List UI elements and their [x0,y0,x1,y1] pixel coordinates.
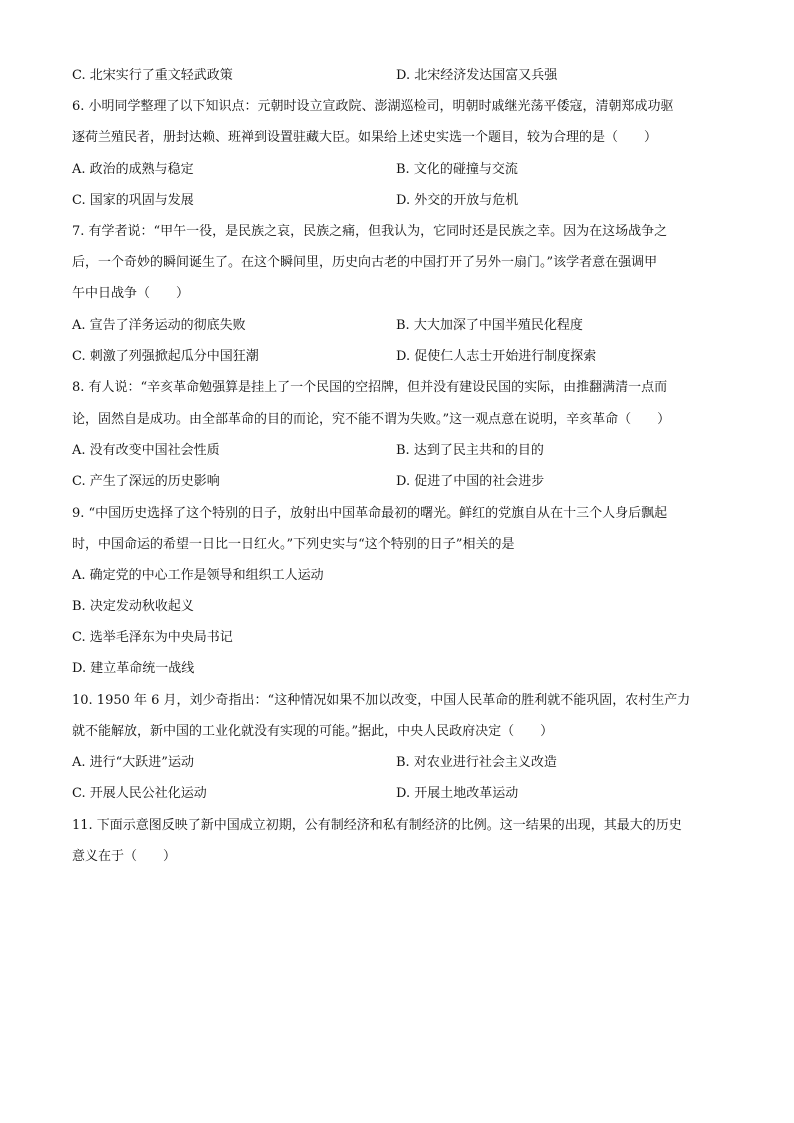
q10-option-c: C. 开展人民公社化运动 [72,786,207,801]
q10-stem-line2: 就不能解放，新中国的工业化就没有实现的可能。”据此，中央人民政府决定（ ） [72,724,554,739]
q8-option-b: B. 达到了民主共和的目的 [396,443,544,458]
q6-option-c: C. 国家的巩固与发展 [72,193,194,208]
q9-option-c: C. 选举毛泽东为中央局书记 [72,630,233,645]
q6-option-a: A. 政治的成熟与稳定 [72,162,194,177]
q6-option-b: B. 文化的碰撞与交流 [396,162,518,177]
q11-stem-line2: 意义在于（ ） [72,849,177,864]
q6-stem-line2: 逐荷兰殖民者，册封达赖、班禅到设置驻藏大臣。如果给上述史实选一个题目，较为合理的是（ ） [72,130,658,145]
q5-option-d: D. 北宋经济发达国富又兵强 [396,68,558,83]
q6-stem-line1: 6. 小明同学整理了以下知识点：元朝时设立宣政院、澎湖巡检司，明朝时戚继光荡平倭寇，清朝郑成功驱 [72,99,674,114]
q7-stem-line3: 午中日战争（ ） [72,286,190,301]
q8-option-c: C. 产生了深远的历史影响 [72,474,220,489]
q7-option-a: A. 宣告了洋务运动的彻底失败 [72,318,246,333]
q7-stem-line1: 7. 有学者说：“甲午一役，是民族之哀，民族之痛，但我认为，它同时还是民族之幸。因为在这场战争之 [72,224,668,239]
q11-stem-line1: 11. 下面示意图反映了新中国成立初期，公有制经济和私有制经济的比例。这一结果的出现，其最大的历史 [72,818,682,833]
q10-option-d: D. 开展土地改革运动 [396,786,519,801]
q8-stem-line2: 论，固然自是成功。由全部革命的目的而论，究不能不谓为失败。”这一观点意在说明，辛亥革命（ ） [72,412,671,427]
q6-option-d: D. 外交的开放与危机 [396,193,519,208]
q7-option-d: D. 促使仁人志士开始进行制度探索 [396,349,597,364]
q10-option-a: A. 进行“大跃进”运动 [72,755,194,770]
q9-option-b: B. 决定发动秋收起义 [72,599,194,614]
q9-option-a: A. 确定党的中心工作是领导和组织工人运动 [72,568,324,583]
q7-option-c: C. 刺激了列强掀起瓜分中国狂潮 [72,349,259,364]
q7-stem-line2: 后，一个奇妙的瞬间诞生了。在这个瞬间里，历史向古老的中国打开了另外一扇门。”该学者意在强调甲 [72,255,658,270]
q7-option-b: B. 大大加深了中国半殖民化程度 [396,318,583,333]
q10-stem-line1: 10. 1950 年 6 月，刘少奇指出：“这种情况如果不加以改变，中国人民革命的胜利就不能巩固，农村生产力 [72,693,691,708]
q9-stem-line1: 9. “中国历史选择了这个特别的日子，放射出中国革命最初的曙光。鲜红的党旗自从在十三个人身后飘起 [72,506,668,521]
q8-option-d: D. 促进了中国的社会进步 [396,474,545,489]
q8-option-a: A. 没有改变中国社会性质 [72,443,220,458]
q9-option-d: D. 建立革命统一战线 [72,661,195,676]
q9-stem-line2: 时，中国命运的希望一日比一日红火。”下列史实与“这个特别的日子”相关的是 [72,537,515,552]
q10-option-b: B. 对农业进行社会主义改造 [396,755,557,770]
q8-stem-line1: 8. 有人说：“辛亥革命勉强算是挂上了一个民国的空招牌，但并没有建设民国的实际，由推翻满清一点而 [72,380,668,395]
q5-option-c: C. 北宋实行了重文轻武政策 [72,68,233,83]
